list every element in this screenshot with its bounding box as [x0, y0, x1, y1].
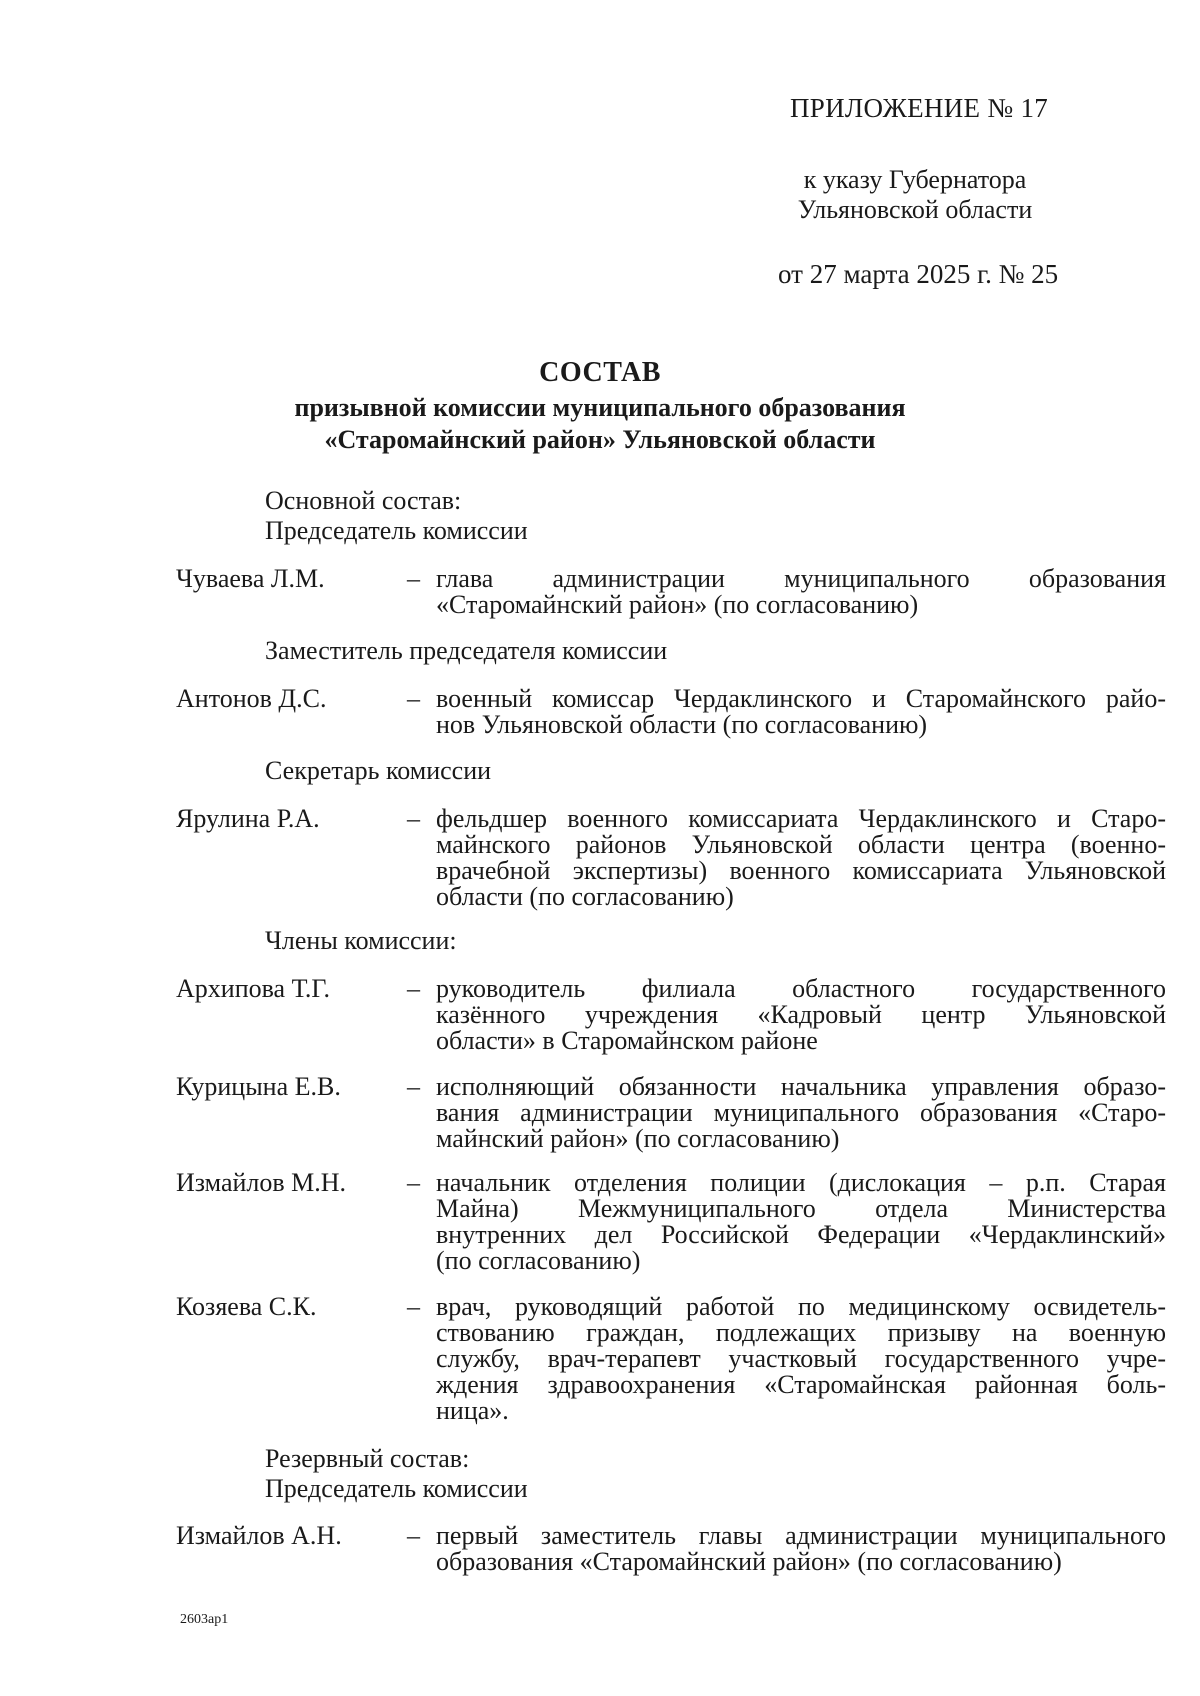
- decree-reference-line: Ульяновской области: [797, 195, 1033, 224]
- document-subtitle: призывной комиссии муниципального образования: [294, 393, 906, 422]
- description-line: службу, врач-терапевт участковый государственного учре-: [436, 1344, 1166, 1373]
- member-name: Антонов Д.С.: [176, 684, 327, 713]
- member-description: [436, 806, 1166, 910]
- appendix-number: ПРИЛОЖЕНИЕ № 17: [790, 93, 1049, 123]
- role-heading: Председатель комиссии: [265, 1474, 528, 1503]
- document-title: СОСТАВ: [539, 357, 661, 388]
- description-line: исполняющий обязанности начальника управления образо-: [436, 1072, 1166, 1101]
- description-line: ждения здравоохранения «Старомайнская районная боль-: [436, 1370, 1166, 1399]
- description-line: (по согласованию): [436, 1246, 641, 1275]
- member-description: [436, 686, 1166, 738]
- decree-reference: [790, 165, 1040, 225]
- member-description: [436, 1523, 1166, 1575]
- description-line: майнского районов Ульяновской области центра (военно-: [436, 830, 1166, 859]
- dash: –: [407, 1072, 420, 1101]
- member-name: Курицына Е.В.: [176, 1072, 341, 1101]
- member-name: Ярулина Р.А.: [176, 804, 320, 833]
- dash: –: [407, 1521, 420, 1550]
- description-line: военный комиссар Чердаклинского и Старомайнского райо-: [436, 684, 1166, 713]
- document-code: 2603ap1: [180, 1612, 229, 1627]
- dash: –: [407, 974, 420, 1003]
- section-heading: Члены комиссии:: [265, 926, 457, 955]
- description-line: фельдшер военного комиссариата Чердаклинского и Старо-: [436, 804, 1166, 833]
- decree-reference-line: к указу Губернатора: [803, 165, 1027, 194]
- role-heading: Председатель комиссии: [265, 516, 528, 545]
- section-heading: Резервный состав:: [265, 1444, 470, 1473]
- section-heading: Основной состав:: [265, 486, 462, 515]
- description-line: «Старомайнский район» (по согласованию): [436, 590, 919, 619]
- description-line: образования «Старомайнский район» (по согласованию): [436, 1547, 1062, 1576]
- member-description: [436, 976, 1166, 1054]
- description-line: глава администрации муниципального образования: [436, 564, 1166, 593]
- member-name: Архипова Т.Г.: [176, 974, 330, 1003]
- member-name: Чуваева Л.М.: [176, 564, 325, 593]
- description-line: Майна) Межмуниципального отдела Министерства: [436, 1194, 1166, 1223]
- role-heading: Заместитель председателя комиссии: [265, 636, 668, 665]
- dash: –: [407, 564, 420, 593]
- description-line: ница».: [436, 1396, 509, 1425]
- description-line: ствованию граждан, подлежащих призыву на военную: [436, 1318, 1166, 1347]
- description-line: врачебной экспертизы) военного комиссариата Ульяновской: [436, 856, 1166, 885]
- decree-date: от 27 марта 2025 г. № 25: [778, 259, 1059, 289]
- description-line: вания администрации муниципального образования «Старо-: [436, 1098, 1166, 1127]
- member-name: Измайлов А.Н.: [176, 1521, 342, 1550]
- description-line: области» в Старомайнском районе: [436, 1026, 818, 1055]
- dash: –: [407, 1168, 420, 1197]
- description-line: первый заместитель главы администрации муниципального: [436, 1521, 1166, 1550]
- description-line: казённого учреждения «Кадровый центр Ульяновской: [436, 1000, 1166, 1029]
- document-subtitle: «Старомайнский район» Ульяновской области: [324, 425, 876, 454]
- member-name: Козяева С.К.: [176, 1292, 317, 1321]
- member-description: [436, 1294, 1166, 1424]
- member-description: [436, 1074, 1166, 1152]
- role-heading: Секретарь комиссии: [265, 756, 492, 785]
- description-line: области (по согласованию): [436, 882, 734, 911]
- member-description: [436, 1170, 1166, 1274]
- member-description: [436, 566, 1166, 618]
- description-line: руководитель филиала областного государственного: [436, 974, 1166, 1003]
- description-line: начальник отделения полиции (дислокация – р.п. Старая: [436, 1168, 1166, 1197]
- description-line: врач, руководящий работой по медицинскому освидетель-: [436, 1292, 1166, 1321]
- dash: –: [407, 804, 420, 833]
- dash: –: [407, 684, 420, 713]
- description-line: внутренних дел Российской Федерации «Чердаклинский»: [436, 1220, 1166, 1249]
- dash: –: [407, 1292, 420, 1321]
- description-line: майнский район» (по согласованию): [436, 1124, 840, 1153]
- description-line: нов Ульяновской области (по согласованию): [436, 710, 928, 739]
- member-name: Измайлов М.Н.: [176, 1168, 347, 1197]
